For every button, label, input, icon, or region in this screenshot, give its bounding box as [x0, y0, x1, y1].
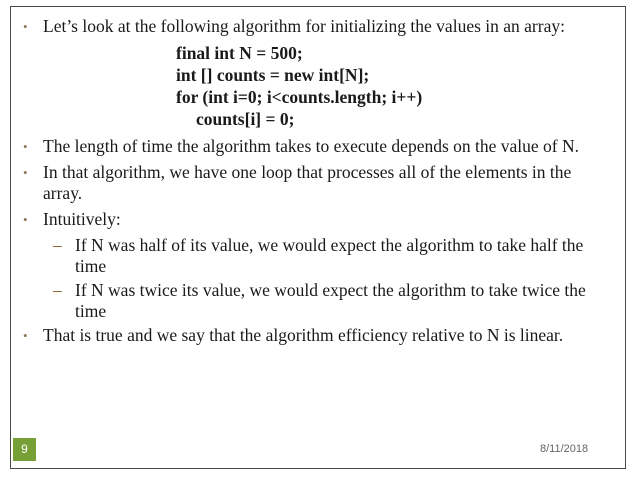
code-line: int [] counts = new int[N];	[176, 65, 370, 85]
sub-bullet-item	[20, 235, 614, 277]
code-line: counts[i] = 0;	[196, 109, 295, 129]
bullet-item	[20, 16, 614, 37]
bullet-icon: •	[23, 165, 28, 180]
sub-bullet-text: If N was twice its value, we would expect the algorithm to take twice the time	[75, 280, 586, 321]
bullet-text: Let’s look at the following algorithm for initializing the values in an array:	[43, 16, 565, 36]
bullet-text: The length of time the algorithm takes to execute depends on the value of N.	[43, 136, 580, 156]
sub-bullet-text: If N was half of its value, we would expect the algorithm to take half the time	[75, 235, 584, 276]
bullet-text: That is true and we say that the algorithm efficiency relative to N is linear.	[43, 325, 564, 345]
bullet-item	[20, 209, 614, 230]
bullet-icon: •	[23, 139, 28, 154]
dash-icon: –	[53, 235, 62, 255]
bullet-item	[20, 162, 614, 204]
bullet-item	[20, 136, 614, 157]
slide-content	[20, 16, 614, 351]
bullet-text: In that algorithm, we have one loop that processes all of the elements in the array.	[43, 162, 572, 203]
bullet-icon: •	[23, 212, 28, 227]
page-number-badge: 9	[13, 438, 36, 461]
bullet-item	[20, 325, 614, 346]
code-block	[20, 42, 614, 130]
dash-icon: –	[53, 280, 62, 300]
bullet-text: Intuitively:	[43, 209, 121, 229]
code-line: final int N = 500;	[176, 43, 303, 63]
footer-date: 8/11/2018	[540, 443, 589, 455]
bullet-icon: •	[23, 19, 28, 34]
sub-bullet-item	[20, 280, 614, 322]
bullet-icon: •	[23, 328, 28, 343]
code-line: for (int i=0; i<counts.length; i++)	[176, 87, 423, 107]
